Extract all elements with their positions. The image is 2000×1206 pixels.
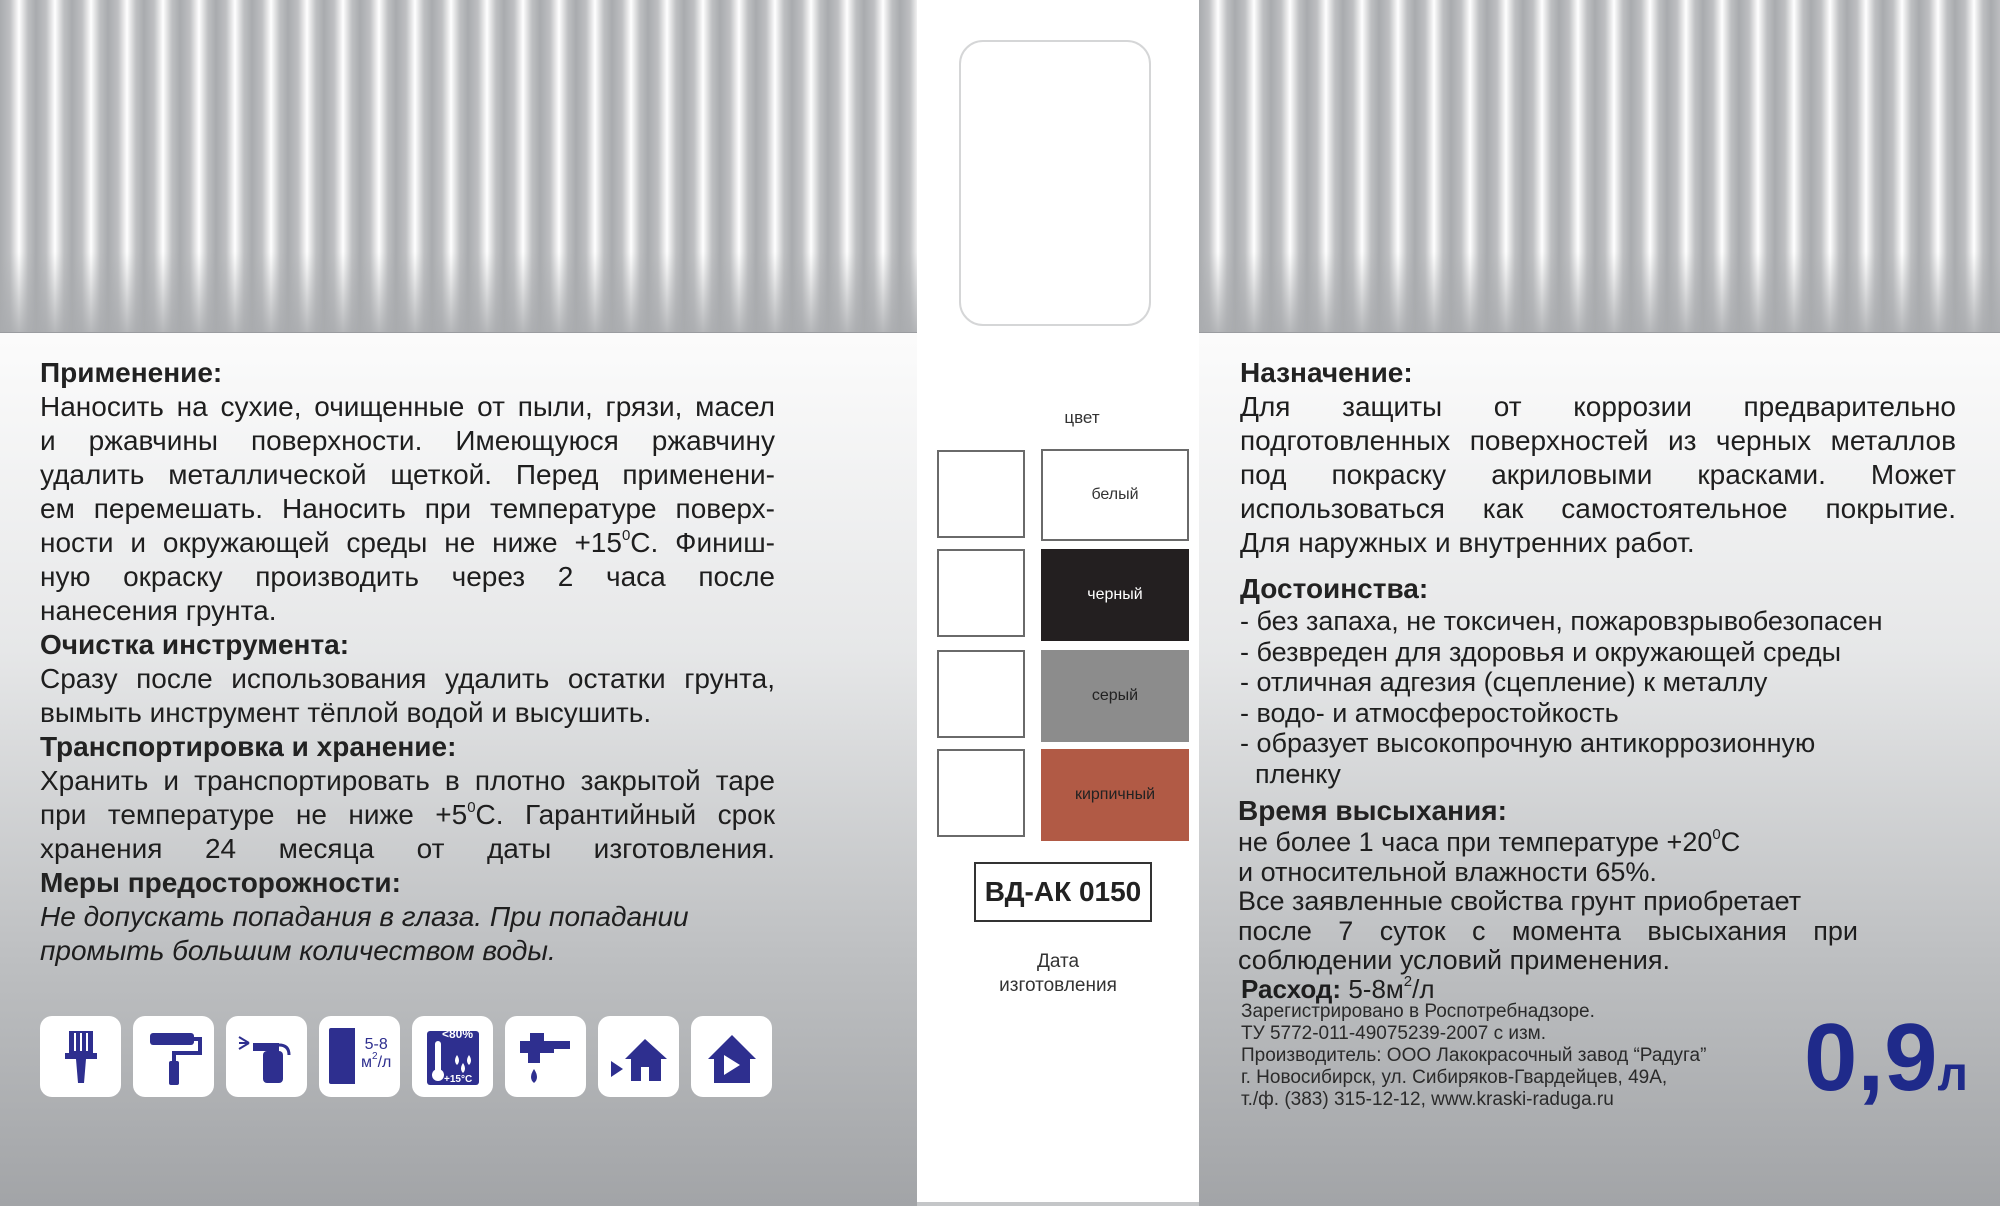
volume-label [1804, 1004, 1968, 1125]
text-line: ную окраску производить через 2 часа после [40, 561, 775, 592]
text-line [40, 798, 775, 832]
manufacturer-info [1241, 1001, 1706, 1111]
text-line: удалить металлической щеткой. Перед применени- [40, 459, 775, 490]
text-line: после 7 суток с момента высыхания при [1238, 915, 1858, 946]
consumption-icon-value: 5-8 [364, 1036, 388, 1053]
date-label-line: изготовления [999, 975, 1117, 996]
indoor-house-icon [691, 1016, 772, 1097]
manufacture-date-label [947, 950, 1169, 998]
consumption-line [1241, 974, 1435, 1004]
color-chip-brick [1041, 749, 1189, 841]
degree-superscript: 0 [467, 798, 476, 816]
left-panel [0, 0, 917, 1206]
advantage-item: - образует высокопрочную антикоррозионную [1240, 728, 1816, 758]
info-line: ТУ 5772-011-49075239-2007 с изм. [1241, 1023, 1547, 1044]
consumption-label: Расход: [1241, 974, 1342, 1004]
left-text-block [40, 356, 775, 968]
text-line: подготовленных поверхностей из черных металлов [1240, 425, 1956, 456]
degree-superscript: 0 [1712, 826, 1721, 843]
color-chip-label: серый [1091, 687, 1139, 704]
heading-storage: Транспортировка и хранение: [40, 731, 457, 762]
right-panel [1199, 0, 2000, 1206]
spray-gun-icon [226, 1016, 307, 1097]
text-line-part: C [1720, 827, 1741, 857]
heading-precautions: Меры предосторожности: [40, 867, 401, 898]
text-line: Наносить на сухие, очищенные от пыли, грязи, масел [40, 391, 775, 422]
stripe-banner-right [1199, 0, 2000, 333]
heading-drying-time: Время высыхания: [1238, 795, 1507, 826]
text-line: и ржавчины поверхности. Имеющуюся ржавчину [40, 425, 775, 456]
advantage-item: пленку [1240, 758, 1341, 789]
right-text-block [1240, 356, 1956, 560]
roller-icon [133, 1016, 214, 1097]
text-line: Не допускать попадания в глаза. При попадании [40, 901, 689, 932]
degree-superscript: 0 [621, 526, 631, 544]
text-line: Для защиты от коррозии предварительно [1240, 391, 1956, 422]
text-line: под покраску акриловыми красками. Может [1240, 459, 1956, 490]
center-panel [917, 0, 1199, 1202]
info-line: т./ф. (383) 315-12-12, www.kraski-raduga.ru [1241, 1089, 1614, 1110]
volume-value: 0,9 [1804, 1004, 1938, 1111]
heading-advantages: Достоинства: [1240, 573, 1429, 604]
text-line: Для наружных и внутренних работ. [1240, 527, 1695, 558]
consumption-icon-unit [361, 1050, 392, 1072]
color-sample-window [959, 40, 1151, 326]
consumption-value: 5-8м [1348, 974, 1404, 1004]
brush-icon [40, 1016, 121, 1097]
text-line-part: не более 1 часа при температуре +20 [1238, 827, 1713, 857]
water-tap-icon [505, 1016, 586, 1097]
text-line-part: C. Гарантийный срок [475, 799, 775, 830]
usage-icons [40, 1016, 772, 1097]
text-line [1238, 828, 1858, 858]
text-line-part: ности и окружающей среды не ниже +15 [40, 527, 622, 558]
text-line: и относительной влажности 65%. [1238, 856, 1657, 887]
info-line: г. Новосибирск, ул. Сибиряков-Гвардейцев, 49А, [1241, 1067, 1668, 1088]
advantage-item: - без запаха, не токсичен, пожаровзрывобезопасен [1240, 606, 1883, 636]
text-line: соблюдении условий применения. [1238, 945, 1670, 975]
text-line: нанесения грунта. [40, 595, 277, 626]
color-chip-gray [1041, 650, 1189, 742]
consumption-icon [319, 1016, 400, 1097]
color-label: цвет [1064, 408, 1100, 427]
advantage-item: - отличная адгезия (сцепление) к металлу [1240, 667, 1768, 697]
consumption-tail: /л [1412, 974, 1435, 1004]
heading-purpose: Назначение: [1240, 357, 1413, 388]
date-label-line: Дата [1036, 951, 1080, 972]
text-line-part: при температуре не ниже +5 [40, 799, 468, 830]
text-line-part: C. Финиш- [630, 527, 775, 558]
outdoor-house-icon [598, 1016, 679, 1097]
text-line: Хранить и транспортировать в плотно закрытой таре [40, 765, 775, 796]
text-line: ем перемешать. Наносить при температуре поверх- [40, 493, 775, 524]
advantages-block [1240, 572, 1980, 789]
color-chip-label: черный [1087, 586, 1143, 603]
text-line: использоваться как самостоятельное покрытие. [1240, 493, 1956, 524]
color-check-cell[interactable] [937, 549, 1025, 637]
consumption-icon-unit-sup: 2 [372, 1050, 378, 1062]
humidity-temperature-icon [412, 1016, 493, 1097]
color-chip-black [1041, 549, 1189, 641]
advantage-item: - водо- и атмосферостойкость [1240, 697, 1619, 728]
stripe-banner-left [0, 0, 917, 333]
drying-block [1238, 794, 1858, 976]
heading-tool-cleaning: Очистка инструмента: [40, 629, 350, 660]
text-line: вымыть инструмент тёплой водой и высушить. [40, 697, 652, 728]
consumption-icon-unit-part: /л [377, 1054, 392, 1071]
product-code: ВД-АК 0150 [974, 862, 1152, 922]
consumption-icon-unit-part: м [361, 1054, 372, 1071]
info-line: Зарегистрировано в Роспотребнадзоре. [1241, 1001, 1595, 1022]
color-chip-white [1041, 449, 1189, 541]
temperature-label: +15°C [444, 1074, 473, 1085]
text-line: хранения 24 месяца от даты изготовления. [40, 833, 775, 864]
color-check-cell[interactable] [937, 749, 1025, 837]
text-line: Все заявленные свойства грунт приобретает [1238, 886, 1802, 916]
color-chip-label: кирпичный [1074, 786, 1156, 803]
text-line [40, 526, 775, 560]
info-line: Производитель: ООО Лакокрасочный завод “Радуга” [1241, 1045, 1707, 1066]
advantage-item: - безвреден для здоровья и окружающей среды [1240, 636, 1842, 667]
consumption-sup: 2 [1403, 973, 1413, 991]
color-chip-label: белый [1091, 486, 1139, 503]
color-check-cell[interactable] [937, 450, 1025, 538]
heading-application: Применение: [40, 357, 223, 388]
consumption-icon-text [361, 1036, 391, 1072]
humidity-label: <80% [442, 1027, 474, 1041]
text-line: промыть большим количеством воды. [40, 935, 556, 966]
volume-unit: л [1937, 1048, 1968, 1101]
text-line: Сразу после использования удалить остатки грунта, [40, 663, 775, 694]
color-check-cell[interactable] [937, 650, 1025, 738]
